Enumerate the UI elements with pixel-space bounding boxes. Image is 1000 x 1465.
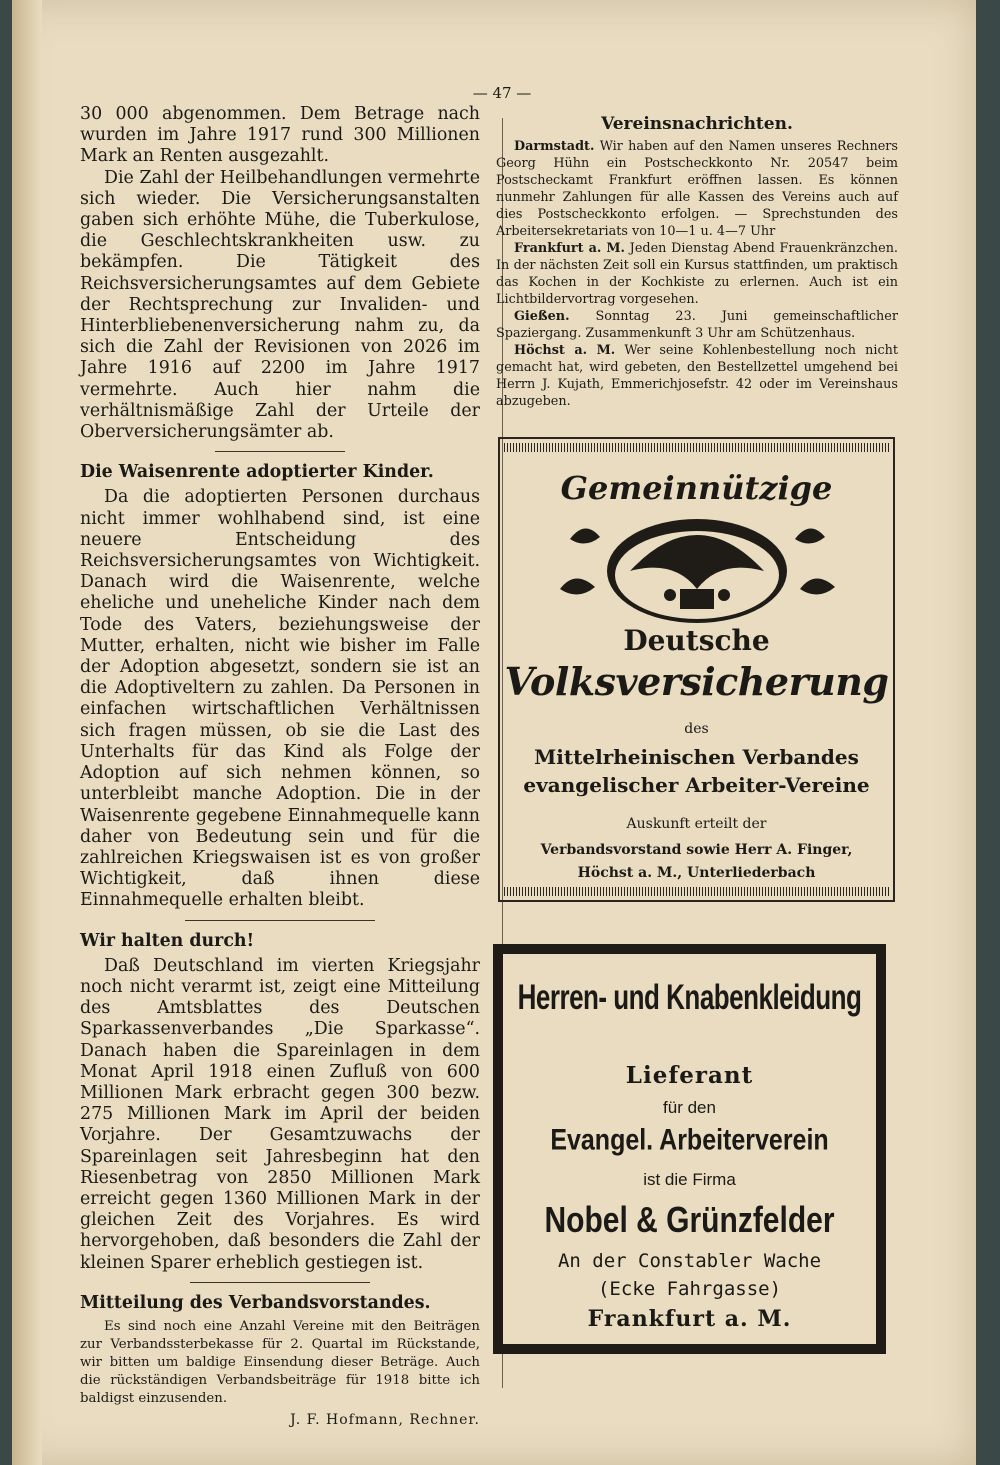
page-gutter xyxy=(12,0,42,1465)
ad-info: Verbandsvorstand sowie Herr A. Finger, xyxy=(540,842,853,858)
news-place: Gießen. xyxy=(514,309,570,324)
oak-leaf-icon xyxy=(560,578,595,594)
news-text: Wer seine Kohlenbestellung noch nicht gemacht hat, wird gebeten, den Bestellzettel umgehend bei Herrn J. Kujath, Emmerichjosefstr. 42 oder im Vereinshaus abzugeben. xyxy=(496,343,898,409)
ad-city: Frankfurt a. M. xyxy=(587,1306,792,1332)
section-heading: Wir halten durch! xyxy=(80,930,255,951)
ad-address: (Ecke Fahrgasse) xyxy=(597,1278,782,1300)
section-heading: Mitteilung des Verbandsvorstandes. xyxy=(80,1292,431,1313)
ad-text: Evangel. Arbeiterverein xyxy=(550,1123,829,1157)
ad-text: Lieferant xyxy=(625,1062,754,1089)
paragraph: Es sind noch eine Anzahl Vereine mit den Beiträgen zur Verbandssterbekasse für 2. Quartal im Rückstande, wir bitten um baldige Einsendung dieser Beträge. Auch die rückständigen Verbandsbeiträge für 1918 bitte ich baldigst einzusenden. xyxy=(80,1318,480,1406)
news-item xyxy=(496,240,898,308)
oak-leaf-icon xyxy=(795,528,825,543)
ad-info: Auskunft erteilt der xyxy=(626,816,767,832)
paragraph: Die Zahl der Heilbehandlungen vermehrte sich wieder. Die Versicherungsanstalten gaben sich erhöhte Mühe, die Tuberkulose, die Geschlechtskrankheiten usw. zu bekämpfen. Die Tätigkeit des Reichsversicherungsamtes auf dem Gebiete der Rechtsprechung zur Invaliden- und Hinterbliebenenversicherung nahm zu, da sich die Zahl der Revisionen von 2026 im Jahre 1916 auf 2200 im Jahre 1917 vermehrte. Auch hier nahm die verhältnismäßige Zahl der Urteile der Oberversicherungsämter ab. xyxy=(80,167,480,443)
clothing-advertisement xyxy=(493,944,886,1354)
hatched-border-bottom xyxy=(504,887,889,896)
news-text: Sonntag 23. Juni gemeinschaftlicher Spaziergang. Zusammenkunft 3 Uhr am Schützenhaus. xyxy=(496,309,898,341)
paragraph: Da die adoptierten Personen durchaus nicht immer wohlhabend sind, ist eine neuere Entscheidung des Reichsversicherungsamtes von Wichtigkeit. Danach wird die Waisenrente, welche eheliche und uneheliche Kinder nach dem Tode des Vaters, beziehungsweise der Mutter, erhalten, nicht wie bisher im Falle der Adoption abgesetzt, sondern sie ist an die Adoptiveltern zu zahlen. Da Personen in einfachen wirtschaftlichen Verhältnissen sich fragen müssen, ob sie die Last des Unterhalts für das Kind als Folge der Adoption auf sich nehmen können, so unterbleibt manche Adoption. Die in der Waisenrente gegebene Einnahmequelle kann daher von Bedeutung sein und für die zahlreichen Kriegswaisen ist es von großer Wichtigkeit, daß ihnen diese Einnahmequelle erhalten bleibt. xyxy=(80,487,480,911)
insurance-advertisement xyxy=(498,437,895,902)
right-column xyxy=(496,114,898,410)
oak-leaf-icon xyxy=(800,578,835,594)
section-separator xyxy=(190,1282,370,1283)
section-heading: Die Waisenrente adoptierter Kinder. xyxy=(80,462,434,483)
hatched-border-top xyxy=(504,443,889,452)
news-place: Höchst a. M. xyxy=(514,343,616,358)
news-text: Jeden Dienstag Abend Frauenkränzchen. In der nächsten Zeit soll ein Kursus stattfinden, um praktisch das Kochen in der Kochkiste zu erlernen. Auch ist ein Lichtbildervortrag vorgesehen. xyxy=(496,241,898,307)
page-number: — 47 — xyxy=(472,84,532,102)
pelican-emblem-icon xyxy=(560,509,835,624)
ad-title: Gemeinnützige xyxy=(560,469,833,507)
news-item xyxy=(496,138,898,240)
ad-info: Höchst a. M., Unterliederbach xyxy=(577,865,816,881)
ad-text: für den xyxy=(663,1098,716,1117)
section-separator xyxy=(185,920,375,921)
ad-text: des xyxy=(684,721,709,737)
news-place: Frankfurt a. M. xyxy=(514,241,626,256)
ad-company: Nobel & Grünzfelder xyxy=(544,1200,835,1241)
ad-title: Volksversicherung xyxy=(504,659,889,704)
paragraph: 30 000 abgenommen. Dem Betrage nach wurden im Jahre 1917 rund 300 Millionen Mark an Renten ausgezahlt. xyxy=(80,104,480,167)
ad-headline: Herren- und Knabenkleidung xyxy=(517,976,862,1018)
signature: J. F. Hofmann, Rechner. xyxy=(290,1411,480,1428)
news-item xyxy=(496,342,898,410)
section-separator xyxy=(215,451,345,452)
news-text: Wir haben auf den Namen unseres Rechners Georg Hühn ein Postscheckkonto Nr. 20547 beim Postscheckamt Frankfurt eröffnen lassen. Es können nunmehr Zahlungen für alle Kassen des Vereins auch auf dies Postscheckkonto erfolgen. — Sprechstunden des Arbeitersekretariats von 10—1 u. 4—7 Uhr xyxy=(496,139,898,239)
news-place: Darmstadt. xyxy=(514,139,595,154)
ad-text: ist die Firma xyxy=(643,1170,736,1189)
left-column xyxy=(80,104,480,1428)
section-heading: Vereinsnachrichten. xyxy=(601,114,793,134)
ad-organization: evangelischer Arbeiter-Vereine xyxy=(523,773,870,797)
news-item xyxy=(496,308,898,342)
club-news-list xyxy=(496,138,898,410)
ad-title: Deutsche xyxy=(623,624,770,657)
oak-leaf-icon xyxy=(570,528,600,543)
ad-address: An der Constabler Wache xyxy=(557,1250,822,1272)
ad-organization: Mittelrheinischen Verbandes xyxy=(534,745,859,769)
paragraph: Daß Deutschland im vierten Kriegsjahr noch nicht verarmt ist, zeigt eine Mitteilung des Amtsblattes des Deutschen Sparkassenverbandes „Die Sparkasse“. Danach haben die Spareinlagen in dem Monat April 1918 einen Zufluß von 600 Millionen Mark erbracht gegen 300 bezw. 275 Millionen Mark im April der beiden Vorjahre. Der Gesamtzuwachs der Spareinlagen seit Jahresbeginn hat den Riesenbetrag von 2850 Millionen Mark erreicht gegen 1360 Millionen Mark in der gleichen Zeit des Vorjahres. Es wird hervorgehoben, daß besonders die Zahl der kleinen Sparer erheblich gestiegen ist. xyxy=(80,955,480,1273)
